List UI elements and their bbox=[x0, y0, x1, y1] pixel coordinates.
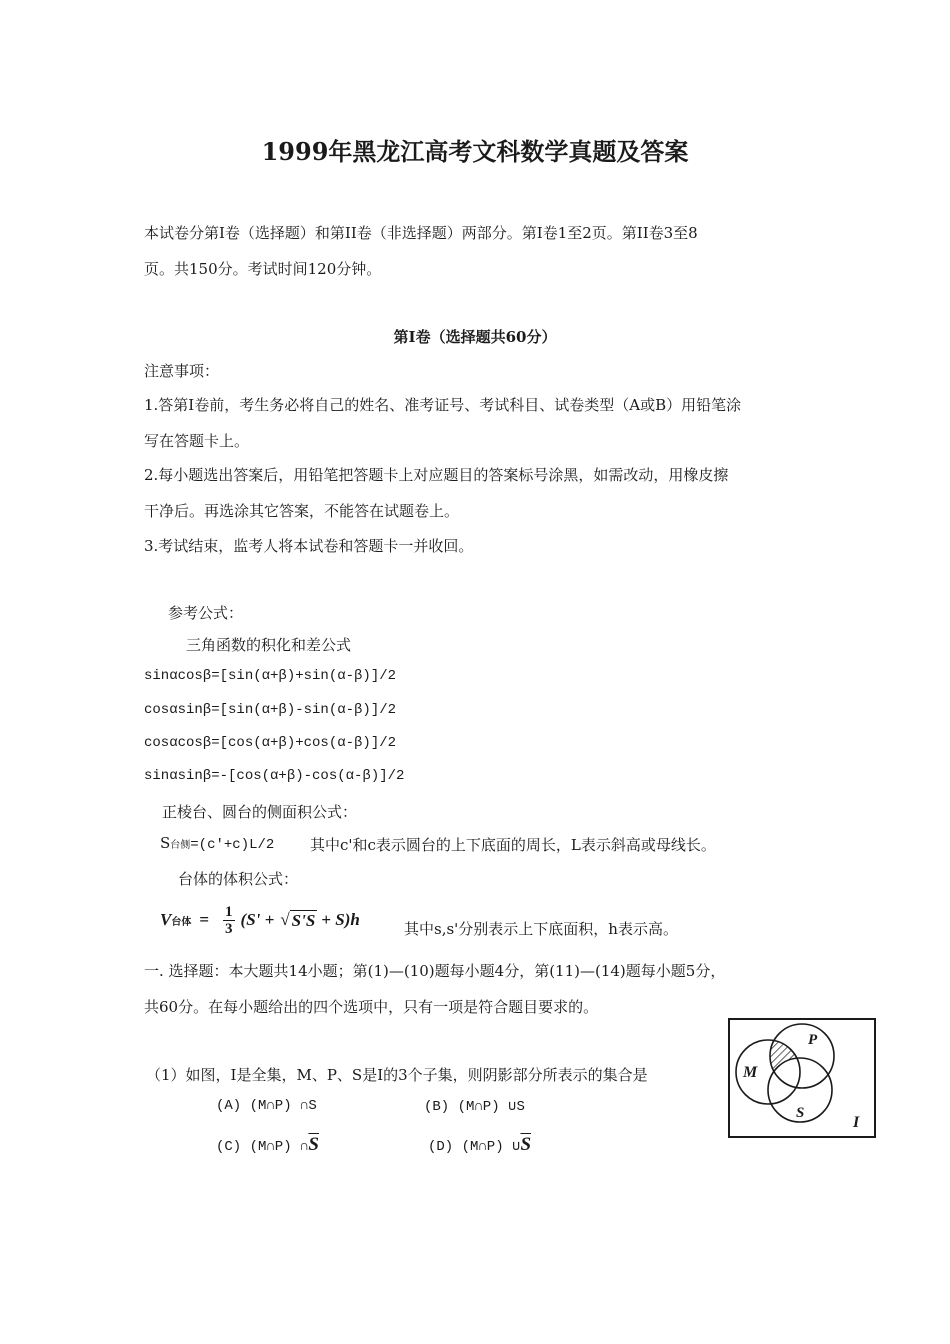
note-1-line-1: 1.答第Ⅰ卷前，考生务必将自己的姓名、准考证号、考试科目、试卷类型（A或B）用铅笔涂 bbox=[144, 396, 742, 414]
frustum-note: 其中c'和c表示圆台的上下底面的周长，L表示斜高或母线长。 bbox=[310, 836, 716, 854]
trig-formula-3: cosαcosβ=[cos(α+β)+cos(α-β)]/2 bbox=[144, 735, 397, 751]
volume-formula bbox=[160, 900, 360, 940]
volume-denominator: 3 bbox=[225, 920, 233, 937]
q1-option-d-text: (D) (M∩P) ∪ bbox=[428, 1139, 521, 1155]
volume-numerator: 1 bbox=[225, 903, 233, 920]
q1-option-c[interactable] bbox=[216, 1134, 319, 1156]
volume-sqrt: S'S bbox=[291, 910, 316, 930]
frustum-s: S bbox=[160, 834, 171, 852]
venn-diagram bbox=[726, 1016, 878, 1140]
note-2-line-2: 干净后。再选涂其它答案，不能答在试题卷上。 bbox=[144, 502, 460, 520]
trig-formula-4: sinαsinβ=-[cos(α+β)-cos(α-β)]/2 bbox=[144, 768, 405, 784]
volume-equals: = bbox=[199, 910, 210, 929]
intro-line-2: 页。共150分。考试时间120分钟。 bbox=[144, 260, 382, 278]
note-1-line-2: 写在答题卡上。 bbox=[144, 432, 250, 450]
note-3: 3.考试结束，监考人将本试卷和答题卡一并收回。 bbox=[144, 537, 474, 555]
q1-option-a[interactable]: (A) (M∩P) ∩S bbox=[216, 1098, 317, 1114]
label-i: I bbox=[853, 1114, 860, 1131]
q1-option-d[interactable] bbox=[428, 1134, 531, 1156]
volume-note: 其中s,s'分别表示上下底面积，h表示高。 bbox=[404, 920, 678, 938]
trig-formula-1: sinαcosβ=[sin(α+β)+sin(α-β)]/2 bbox=[144, 668, 397, 684]
frustum-area-formula bbox=[160, 834, 274, 853]
trig-heading: 三角函数的积化和差公式 bbox=[186, 636, 352, 654]
sqrt-sign-icon: √ bbox=[280, 910, 290, 929]
part1-line-2: 共60分。在每小题给出的四个选项中，只有一项是符合题目要求的。 bbox=[144, 998, 599, 1016]
page-title: 1999年黑龙江高考文科数学真题及答案 bbox=[261, 137, 689, 166]
q1-option-d-complement: $\overline{S}$ bbox=[520, 1134, 532, 1155]
volume-open: (S' + bbox=[240, 910, 275, 929]
q1-option-c-complement: $\overline{S}$ bbox=[308, 1134, 319, 1155]
label-m: M bbox=[743, 1064, 758, 1081]
q1-stem: （1）如图，I是全集，M、P、S是I的3个子集，则阴影部分所表示的集合是 bbox=[146, 1066, 648, 1084]
volume-heading: 台体的体积公式： bbox=[178, 870, 299, 888]
trig-formula-2: cosαsinβ=[sin(α+β)-sin(α-β)]/2 bbox=[144, 702, 397, 718]
frustum-subscript: 台侧 bbox=[170, 840, 191, 851]
volume-fraction bbox=[223, 904, 235, 937]
notes-heading: 注意事项： bbox=[144, 362, 220, 380]
frustum-heading: 正棱台、圆台的侧面积公式： bbox=[162, 803, 358, 821]
volume-v: V bbox=[160, 910, 172, 929]
volume-close: + S)h bbox=[321, 910, 360, 929]
label-p: P bbox=[808, 1032, 818, 1048]
part1-line-1: 一. 选择题：本大题共14小题；第(1)—(10)题每小题4分，第(11)—(14)题每小题5分， bbox=[144, 962, 726, 980]
volume-subscript: 台体 bbox=[171, 916, 192, 928]
formulas-heading: 参考公式： bbox=[168, 604, 244, 622]
note-2-line-1: 2.每小题选出答案后，用铅笔把答题卡上对应题目的答案标号涂黑，如需改动，用橡皮擦 bbox=[144, 466, 729, 484]
q1-option-c-text: (C) (M∩P) ∩ bbox=[216, 1139, 309, 1155]
q1-option-b[interactable]: (B) (M∩P) ∪S bbox=[424, 1099, 525, 1115]
intro-line-1: 本试卷分第Ⅰ卷（选择题）和第II卷（非选择题）两部分。第Ⅰ卷1至2页。第II卷3至8 bbox=[144, 224, 698, 242]
section-title: 第Ⅰ卷（选择题共60分） bbox=[393, 328, 557, 346]
frustum-expression: =(c'+c)L/2 bbox=[190, 837, 275, 853]
label-s: S bbox=[796, 1105, 805, 1121]
